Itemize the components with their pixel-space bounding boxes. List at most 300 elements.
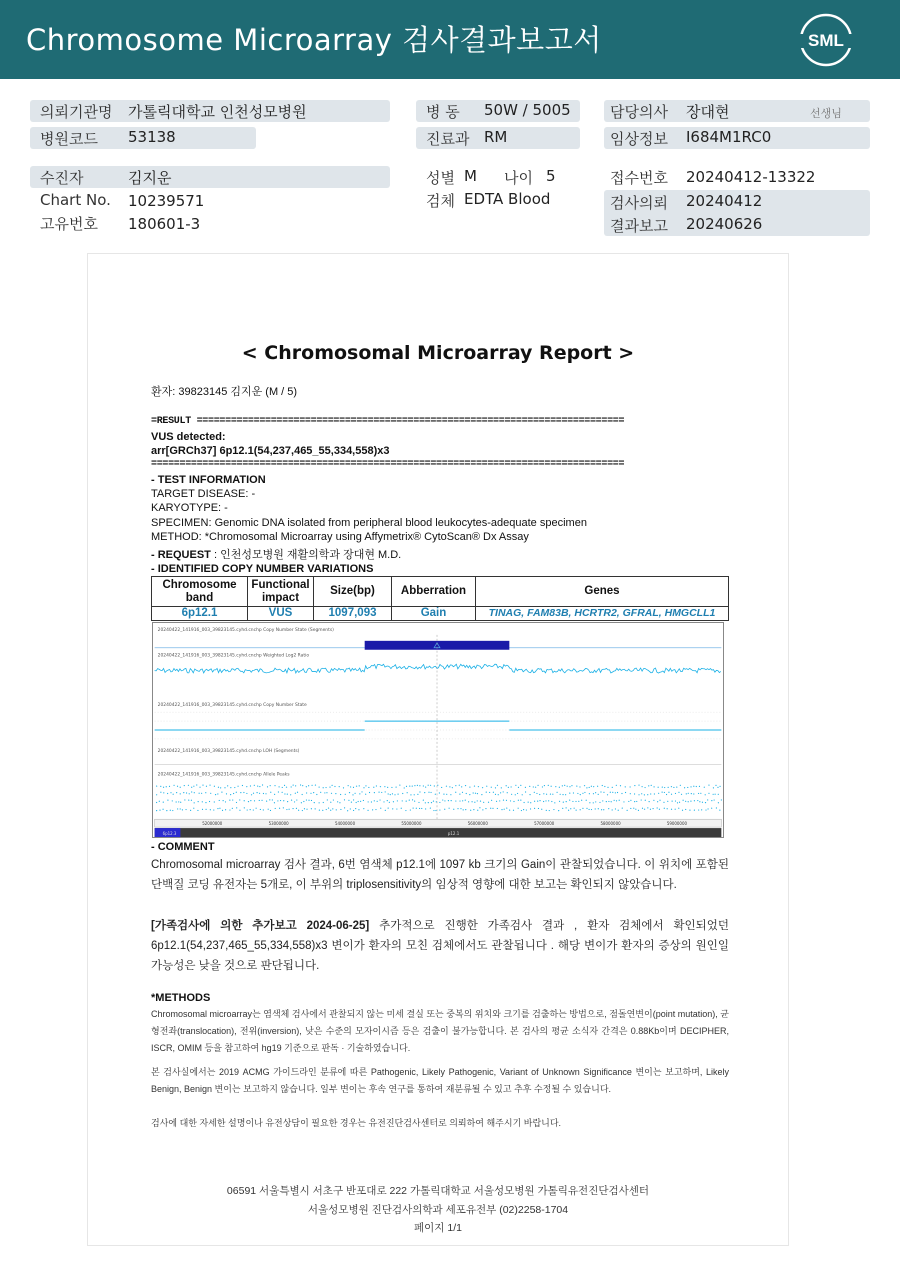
allele-peak-dot	[413, 807, 414, 808]
allele-peak-dot	[599, 802, 600, 803]
allele-peak-dot	[705, 794, 706, 795]
allele-peak-dot	[568, 810, 569, 811]
allele-peak-dot	[423, 800, 424, 801]
allele-peak-dot	[718, 802, 719, 803]
allele-peak-dot	[554, 802, 555, 803]
allele-peak-dot	[253, 809, 254, 810]
allele-peak-dot	[570, 808, 571, 809]
allele-peak-dot	[575, 801, 576, 802]
allele-peak-dot	[633, 808, 634, 809]
allele-peak-dot	[319, 802, 320, 803]
allele-peak-dot	[588, 809, 589, 810]
allele-peak-dot	[455, 792, 456, 793]
axis-tick-label: 55000000	[401, 821, 422, 827]
allele-peak-dot	[202, 809, 203, 810]
allele-peak-dot	[202, 784, 203, 785]
allele-peak-dot	[446, 794, 447, 795]
allele-peak-dot	[395, 786, 396, 787]
allele-peak-dot	[222, 810, 223, 811]
allele-peak-dot	[392, 793, 393, 794]
allele-peak-dot	[306, 786, 307, 787]
allele-peak-dot	[586, 808, 587, 809]
allele-peak-dot	[256, 792, 257, 793]
allele-peak-dot	[277, 800, 278, 801]
allele-peak-dot	[543, 793, 544, 794]
allele-peak-dot	[190, 810, 191, 811]
allele-peak-dot	[496, 801, 497, 802]
allele-peak-dot	[378, 792, 379, 793]
allele-peak-dot	[291, 800, 292, 801]
allele-peak-dot	[495, 794, 496, 795]
allele-peak-dot	[572, 801, 573, 802]
allele-peak-dot	[623, 801, 624, 802]
clinical-label: 임상정보	[610, 130, 668, 148]
allele-peak-dot	[593, 786, 594, 787]
allele-peak-dot	[515, 794, 516, 795]
allele-peak-dot	[263, 809, 264, 810]
allele-peak-dot	[686, 793, 687, 794]
allele-peak-dot	[172, 810, 173, 811]
allele-peak-dot	[439, 802, 440, 803]
allele-peak-dot	[335, 793, 336, 794]
allele-peak-dot	[666, 794, 667, 795]
allele-peak-dot	[635, 809, 636, 810]
allele-peak-dot	[477, 810, 478, 811]
allele-peak-dot	[682, 810, 683, 811]
allele-peak-dot	[563, 802, 564, 803]
allele-peak-dot	[353, 787, 354, 788]
allele-peak-dot	[687, 787, 688, 788]
allele-peak-dot	[325, 787, 326, 788]
allele-peak-dot	[431, 802, 432, 803]
allele-peak-dot	[457, 808, 458, 809]
allele-peak-dot	[569, 800, 570, 801]
allele-peak-dot	[689, 810, 690, 811]
allele-peak-dot	[650, 793, 651, 794]
track-2-label: 20240422_141916_003_39823145.cyhd.cnchp Weighted Log2 Ratio	[157, 653, 310, 659]
allele-peak-dot	[414, 785, 415, 786]
allele-peak-dot	[536, 793, 537, 794]
allele-peak-dot	[571, 785, 572, 786]
allele-peak-dot	[163, 787, 164, 788]
dept-label: 진료과	[426, 130, 470, 148]
allele-peak-dot	[287, 801, 288, 802]
allele-peak-dot	[156, 802, 157, 803]
allele-peak-dot	[246, 786, 247, 787]
allele-peak-dot	[388, 793, 389, 794]
request-label: 검사의뢰	[610, 194, 668, 212]
allele-peak-dot	[270, 810, 271, 811]
allele-peak-dot	[180, 793, 181, 794]
allele-peak-dot	[369, 792, 370, 793]
request-line-value: : 인천성모병원 재활의학과 장대현 M.D.	[210, 549, 402, 561]
allele-peak-dot	[566, 807, 567, 808]
allele-peak-dot	[526, 809, 527, 810]
allele-peak-dot	[628, 801, 629, 802]
allele-peak-dot	[718, 794, 719, 795]
allele-peak-dot	[240, 792, 241, 793]
allele-peak-dot	[662, 786, 663, 787]
sex-label: 성별	[426, 169, 455, 187]
allele-peak-dot	[225, 809, 226, 810]
specimen-line: SPECIMEN: Genomic DNA isolated from peripheral blood leukocytes-adequate specimen	[151, 517, 587, 529]
allele-peak-dot	[504, 809, 505, 810]
allele-peak-dot	[685, 809, 686, 810]
allele-peak-dot	[595, 801, 596, 802]
allele-peak-dot	[528, 802, 529, 803]
allele-peak-dot	[167, 800, 168, 801]
methods-paragraph-1: Chromosomal microarray는 염색체 검사에서 관찰되지 않는 미세 결실 또는 중복의 위치와 크기를 검출하는 방법으로, 점돌연변이(point mutation), 균형전좌(translocation), 전위(inversion), 낮은 수준의 모자이시즘 등은 검출이 불가능합니다. 본 검사의 평균 소식자 간격은 0.88Kb이며 DECIPHER, ISCR, OMIM 등을 참고하여 hg19 기준으로 판독 · 기술하였습니다.	[151, 1009, 729, 1053]
allele-peak-dot	[180, 802, 181, 803]
allele-peak-dot	[595, 792, 596, 793]
allele-peak-dot	[209, 784, 210, 785]
allele-peak-dot	[630, 808, 631, 809]
allele-peak-dot	[501, 809, 502, 810]
allele-peak-dot	[651, 785, 652, 786]
col-functional-impact: Functional impact	[248, 577, 314, 607]
allele-peak-dot	[497, 808, 498, 809]
allele-peak-dot	[399, 784, 400, 785]
band-label: 6p12.3	[162, 831, 177, 837]
allele-peak-dot	[313, 792, 314, 793]
allele-peak-dot	[319, 810, 320, 811]
allele-peak-dot	[490, 808, 491, 809]
allele-peak-dot	[678, 808, 679, 809]
allele-peak-dot	[247, 809, 248, 810]
allele-peak-dot	[393, 801, 394, 802]
allele-peak-dot	[304, 808, 305, 809]
patient-value: 김지운	[128, 169, 172, 187]
allele-peak-dot	[473, 809, 474, 810]
allele-peak-dot	[471, 801, 472, 802]
allele-peak-dot	[177, 786, 178, 787]
allele-peak-dot	[430, 785, 431, 786]
allele-peak-dot	[351, 802, 352, 803]
allele-peak-dot	[314, 802, 315, 803]
allele-peak-dot	[530, 802, 531, 803]
allele-peak-dot	[176, 801, 177, 802]
allele-peak-dot	[548, 800, 549, 801]
receipt-label: 접수번호	[610, 169, 668, 187]
allele-peak-dot	[500, 792, 501, 793]
allele-peak-dot	[355, 808, 356, 809]
hospital-code-value: 53138	[128, 128, 176, 146]
allele-peak-dot	[166, 810, 167, 811]
allele-peak-dot	[546, 794, 547, 795]
allele-peak-dot	[248, 801, 249, 802]
allele-peak-dot	[347, 810, 348, 811]
allele-peak-dot	[421, 808, 422, 809]
allele-peak-dot	[452, 787, 453, 788]
allele-peak-dot	[283, 807, 284, 808]
allele-peak-dot	[308, 785, 309, 786]
allele-peak-dot	[337, 801, 338, 802]
allele-peak-dot	[675, 800, 676, 801]
allele-peak-dot	[358, 801, 359, 802]
allele-peak-dot	[156, 785, 157, 786]
allele-peak-dot	[699, 786, 700, 787]
cell-size: 1097,093	[314, 607, 392, 621]
allele-peak-dot	[359, 785, 360, 786]
allele-peak-dot	[295, 785, 296, 786]
allele-peak-dot	[465, 800, 466, 801]
allele-peak-dot	[658, 793, 659, 794]
allele-peak-dot	[601, 809, 602, 810]
comment-paragraph-2	[151, 916, 729, 976]
allele-peak-dot	[621, 793, 622, 794]
allele-peak-dot	[482, 809, 483, 810]
allele-peak-dot	[272, 799, 273, 800]
allele-peak-dot	[365, 794, 366, 795]
allele-peak-dot	[614, 800, 615, 801]
allele-peak-dot	[546, 810, 547, 811]
allele-peak-dot	[172, 800, 173, 801]
allele-peak-dot	[219, 808, 220, 809]
allele-peak-dot	[257, 785, 258, 786]
allele-peak-dot	[481, 794, 482, 795]
allele-peak-dot	[641, 799, 642, 800]
col-chromosome-band: Chromosome band	[152, 577, 248, 607]
methods-paragraph-2: 본 검사실에서는 2019 ACMG 가이드라인 분류에 따른 Pathogenic, Likely Pathogenic, Variant of Unknown Significance 변이는 보고하며, Likely Benign, Benign 변이는 보고하지 않습니다. 일부 변이는 후속 연구를 통하여 재분류될 수 있고 추후 수정될 수 있습니다.	[151, 1067, 729, 1094]
axis-tick-label: 53000000	[268, 821, 289, 827]
allele-peak-dot	[529, 786, 530, 787]
allele-peak-dot	[230, 787, 231, 788]
allele-peak-dot	[559, 801, 560, 802]
allele-peak-dot	[392, 808, 393, 809]
allele-peak-dot	[489, 792, 490, 793]
allele-peak-dot	[434, 785, 435, 786]
specimen-label: 검체	[426, 192, 455, 210]
allele-peak-dot	[562, 785, 563, 786]
report-page	[87, 253, 789, 1246]
allele-peak-dot	[534, 808, 535, 809]
allele-peak-dot	[537, 801, 538, 802]
allele-peak-dot	[379, 799, 380, 800]
allele-peak-dot	[323, 787, 324, 788]
allele-peak-dot	[482, 787, 483, 788]
allele-peak-dot	[226, 793, 227, 794]
allele-peak-dot	[675, 793, 676, 794]
allele-peak-dot	[707, 799, 708, 800]
allele-peak-dot	[156, 794, 157, 795]
allele-peak-dot	[220, 787, 221, 788]
allele-peak-dot	[372, 809, 373, 810]
allele-peak-dot	[270, 785, 271, 786]
allele-peak-dot	[412, 799, 413, 800]
chart-value: 10239571	[128, 192, 205, 210]
allele-peak-dot	[373, 787, 374, 788]
allele-peak-dot	[332, 808, 333, 809]
allele-peak-dot	[541, 809, 542, 810]
ideogram-bar	[155, 828, 722, 837]
allele-peak-dot	[619, 800, 620, 801]
allele-peak-dot	[320, 792, 321, 793]
result-line: =RESULT ===========================================================================	[151, 416, 625, 427]
allele-peak-dot	[459, 794, 460, 795]
allele-peak-dot	[694, 810, 695, 811]
allele-peak-dot	[530, 808, 531, 809]
allele-peak-dot	[664, 792, 665, 793]
allele-peak-dot	[522, 794, 523, 795]
allele-peak-dot	[236, 792, 237, 793]
allele-peak-dot	[302, 810, 303, 811]
allele-peak-dot	[406, 786, 407, 787]
allele-peak-dot	[579, 786, 580, 787]
allele-peak-dot	[488, 802, 489, 803]
microarray-plot	[152, 622, 724, 838]
allele-peak-dot	[679, 802, 680, 803]
allele-peak-dot	[444, 809, 445, 810]
allele-peak-dot	[455, 785, 456, 786]
allele-peak-dot	[700, 793, 701, 794]
allele-peak-dot	[668, 787, 669, 788]
allele-peak-dot	[319, 786, 320, 787]
allele-peak-dot	[707, 808, 708, 809]
allele-peak-dot	[380, 808, 381, 809]
allele-peak-dot	[389, 802, 390, 803]
allele-peak-dot	[644, 787, 645, 788]
allele-peak-dot	[350, 786, 351, 787]
target-disease: TARGET DISEASE: -	[151, 488, 256, 500]
request-value: 20240412	[686, 192, 763, 210]
allele-peak-dot	[259, 793, 260, 794]
allele-peak-dot	[383, 801, 384, 802]
allele-peak-dot	[713, 787, 714, 788]
allele-peak-dot	[374, 800, 375, 801]
allele-peak-dot	[206, 786, 207, 787]
allele-peak-dot	[448, 800, 449, 801]
allele-peak-dot	[463, 809, 464, 810]
allele-peak-dot	[311, 808, 312, 809]
allele-peak-dot	[495, 787, 496, 788]
sex-value: M	[464, 167, 477, 185]
allele-peak-dot	[654, 793, 655, 794]
allele-peak-dot	[291, 786, 292, 787]
allele-peak-dot	[253, 793, 254, 794]
allele-peak-dot	[437, 785, 438, 786]
allele-peak-dot	[178, 801, 179, 802]
allele-peak-dot	[279, 808, 280, 809]
allele-peak-dot	[470, 810, 471, 811]
allele-peak-dot	[545, 800, 546, 801]
chart-label: Chart No.	[40, 191, 111, 209]
allele-peak-dot	[562, 794, 563, 795]
allele-peak-dot	[423, 785, 424, 786]
allele-peak-dot	[159, 810, 160, 811]
allele-peak-dot	[630, 800, 631, 801]
age-label: 나이	[504, 169, 533, 187]
allele-peak-dot	[229, 800, 230, 801]
allele-peak-dot	[297, 792, 298, 793]
allele-peak-dot	[564, 785, 565, 786]
allele-peak-dot	[493, 792, 494, 793]
allele-peak-dot	[170, 810, 171, 811]
allele-peak-dot	[499, 800, 500, 801]
allele-peak-dot	[358, 809, 359, 810]
allele-peak-dot	[259, 786, 260, 787]
allele-peak-dot	[595, 808, 596, 809]
allele-peak-dot	[419, 808, 420, 809]
allele-peak-dot	[189, 793, 190, 794]
allele-peak-dot	[480, 801, 481, 802]
allele-peak-dot	[300, 784, 301, 785]
allele-peak-dot	[417, 785, 418, 786]
allele-peak-dot	[719, 786, 720, 787]
allele-peak-dot	[275, 808, 276, 809]
allele-peak-dot	[410, 794, 411, 795]
allele-peak-dot	[462, 800, 463, 801]
allele-peak-dot	[242, 785, 243, 786]
family-test-heading: [가족검사에 의한 추가보고 2024-06-25]	[151, 920, 370, 932]
allele-peak-dot	[503, 791, 504, 792]
allele-peak-dot	[361, 791, 362, 792]
allele-peak-dot	[414, 801, 415, 802]
allele-peak-dot	[688, 801, 689, 802]
allele-peak-dot	[308, 800, 309, 801]
allele-peak-dot	[694, 800, 695, 801]
allele-peak-dot	[612, 809, 613, 810]
allele-peak-dot	[394, 794, 395, 795]
allele-peak-dot	[425, 808, 426, 809]
allele-peak-dot	[513, 801, 514, 802]
allele-peak-dot	[442, 799, 443, 800]
allele-peak-dot	[352, 794, 353, 795]
allele-peak-dot	[714, 799, 715, 800]
allele-peak-dot	[402, 793, 403, 794]
allele-peak-dot	[580, 794, 581, 795]
allele-peak-dot	[177, 808, 178, 809]
allele-peak-dot	[205, 802, 206, 803]
allele-peak-dot	[180, 808, 181, 809]
allele-peak-dot	[518, 808, 519, 809]
allele-peak-dot	[469, 786, 470, 787]
allele-peak-dot	[506, 800, 507, 801]
allele-peak-dot	[589, 793, 590, 794]
allele-peak-dot	[266, 801, 267, 802]
table-row	[152, 607, 729, 621]
allele-peak-dot	[652, 808, 653, 809]
allele-peak-dot	[188, 785, 189, 786]
allele-peak-dot	[199, 793, 200, 794]
allele-peak-dot	[322, 810, 323, 811]
allele-peak-dot	[344, 807, 345, 808]
allele-peak-dot	[598, 808, 599, 809]
allele-peak-dot	[329, 786, 330, 787]
allele-peak-dot	[460, 808, 461, 809]
allele-peak-dot	[310, 793, 311, 794]
allele-peak-dot	[267, 786, 268, 787]
allele-peak-dot	[184, 785, 185, 786]
allele-peak-dot	[169, 786, 170, 787]
allele-peak-dot	[303, 801, 304, 802]
allele-peak-dot	[593, 793, 594, 794]
allele-peak-dot	[630, 786, 631, 787]
allele-peak-dot	[582, 793, 583, 794]
allele-peak-dot	[534, 792, 535, 793]
allele-peak-dot	[534, 801, 535, 802]
allele-peak-dot	[672, 801, 673, 802]
allele-peak-dot	[214, 801, 215, 802]
allele-peak-dot	[428, 785, 429, 786]
allele-peak-dot	[219, 800, 220, 801]
arr-notation: arr[GRCh37] 6p12.1(54,237,465_55,334,558)x3	[151, 445, 390, 457]
allele-peak-dot	[185, 809, 186, 810]
allele-peak-dot	[664, 787, 665, 788]
allele-peak-dot	[368, 801, 369, 802]
allele-peak-dot	[391, 787, 392, 788]
family-test-text: 추가적으로 진행한 가족검사 결과 , 환자 검체에서 확인되었던 6p12.1(54,237,465_55,334,558)x3 변이가 환자의 모친 검체에서도 관찰됩니다 . 해당 변이가 환자의 증상의 원인일 가능성은 낮을 것으로 판단됩니다.	[151, 920, 729, 972]
allele-peak-dot	[356, 802, 357, 803]
